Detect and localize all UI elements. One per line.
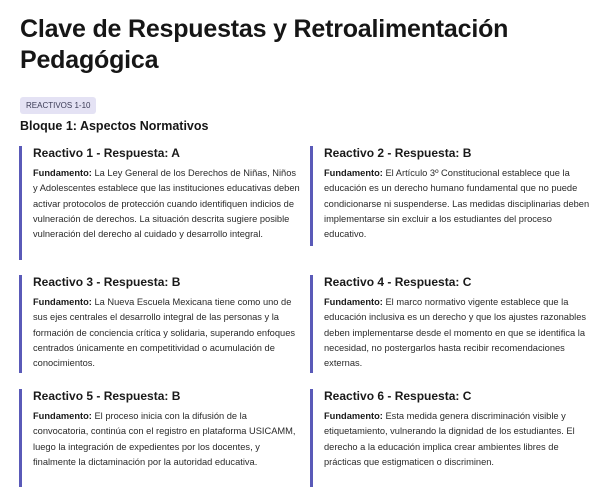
card-body xyxy=(33,409,301,470)
fundamento-label: Fundamento: xyxy=(33,297,92,307)
card-text: El proceso inicia con la difusión de la convocatoria, continúa con el registro en plataforma USICAMM, luego la integración de expedientes por los docentes, y finalmente la dictaminación por la autoridad educativa. xyxy=(33,411,296,467)
fundamento-label: Fundamento: xyxy=(33,411,92,421)
card-title: Reactivo 3 - Respuesta: B xyxy=(33,275,181,289)
fundamento-label: Fundamento: xyxy=(324,411,383,421)
card-title: Reactivo 2 - Respuesta: B xyxy=(324,146,472,160)
answer-card-4 xyxy=(310,275,592,373)
card-text: El Artículo 3º Constitucional establece que la educación es un derecho humano fundamental que no puede condicionarse ni suspenderse. Las medidas disciplinarias deben implementarse sin excluir a los estudiantes del proceso educativo. xyxy=(324,168,590,240)
answer-card-5 xyxy=(19,389,301,487)
card-text: Esta medida genera discriminación visible y etiquetamiento, vulnerando la dignidad de los estudiantes. El derecho a la educación implica crear ambientes libres de prácticas que estigmaticen o discriminen. xyxy=(324,411,575,467)
card-body xyxy=(33,166,301,242)
section-title: Bloque 1: Aspectos Normativos xyxy=(20,119,209,133)
card-body xyxy=(324,409,592,470)
card-body xyxy=(324,295,592,371)
answer-card-3 xyxy=(19,275,301,373)
card-body xyxy=(33,295,301,371)
fundamento-label: Fundamento: xyxy=(324,297,383,307)
card-title: Reactivo 1 - Respuesta: A xyxy=(33,146,180,160)
answer-card-6 xyxy=(310,389,592,487)
range-badge: REACTIVOS 1-10 xyxy=(20,97,96,114)
answer-card-1 xyxy=(19,146,301,260)
card-text: El marco normativo vigente establece que la educación inclusiva es un derecho y que los ajustes razonables deben implementarse desde el momento en que se identifica la necesidad, no postergarlos hasta recibir recomendaciones externas. xyxy=(324,297,587,369)
answer-card-2 xyxy=(310,146,592,246)
card-text: La Nueva Escuela Mexicana tiene como uno de sus ejes centrales el desarrollo integral de las personas y la formación de conciencia crítica y solidaria, superando enfoques centrados únicamente en competitividad o acumulación de conocimientos. xyxy=(33,297,296,369)
card-body xyxy=(324,166,592,242)
card-title: Reactivo 6 - Respuesta: C xyxy=(324,389,472,403)
fundamento-label: Fundamento: xyxy=(324,168,383,178)
card-title: Reactivo 4 - Respuesta: C xyxy=(324,275,472,289)
card-text: La Ley General de los Derechos de Niñas, Niños y Adolescentes establece que las instituciones educativas deben activar protocolos de protección cuando identifiquen indicios de vulneración de derechos. La situación descrita sugiere posible vulneración del derecho al cuidado y desarrollo integral. xyxy=(33,168,300,240)
page-title: Clave de Respuestas y Retroalimentación Pedagógica xyxy=(20,15,509,74)
card-title: Reactivo 5 - Respuesta: B xyxy=(33,389,181,403)
fundamento-label: Fundamento: xyxy=(33,168,92,178)
